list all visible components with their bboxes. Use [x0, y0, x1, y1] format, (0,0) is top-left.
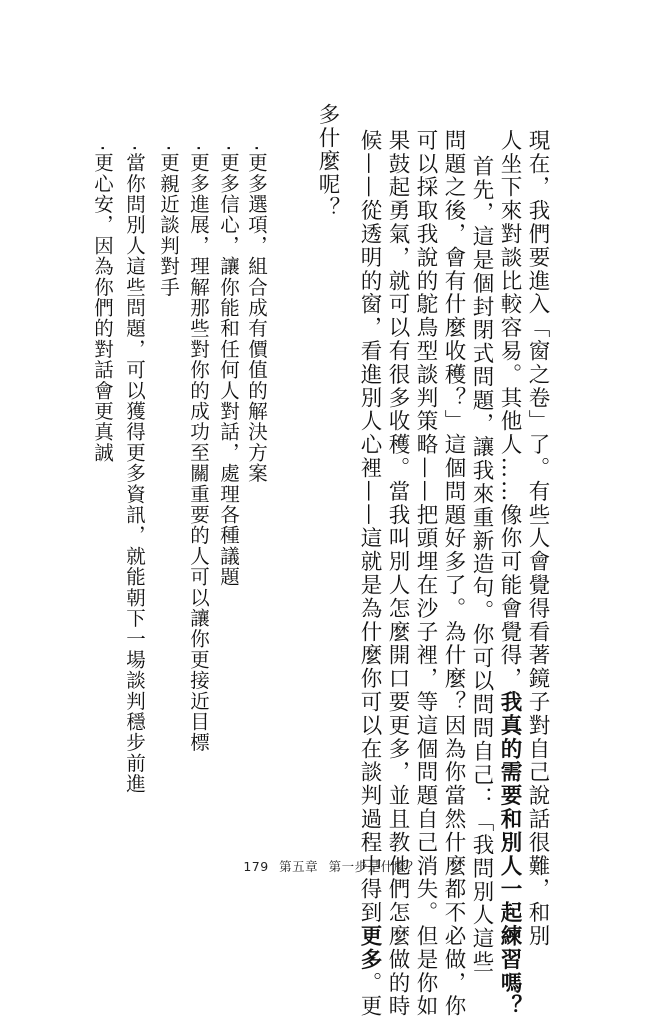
body-text: 候——從透明的窗，看進別人心裡——這就是為什麼你可以在談判過程中得到: [357, 129, 382, 925]
list-item: [186, 145, 210, 753]
text-column: [412, 129, 438, 1018]
text-column: [384, 129, 410, 1018]
bullet-marker: ·: [217, 145, 240, 153]
page-number: 179: [243, 859, 269, 874]
text-column: [468, 155, 494, 974]
list-item-text: 更親近談判對手: [157, 152, 180, 298]
text-column: [524, 129, 550, 948]
body-text: 人坐下來對談比較容易。其他人……像你可能會覺得，: [497, 129, 522, 691]
body-text: 果鼓起勇氣，就可以有很多收穫。當我叫別人怎麼開口要更多，並且教他們怎麼做的時: [385, 129, 410, 1018]
body-text: 多什麼呢？: [315, 103, 340, 220]
body-text: 問題之後，會有什麼收穫？」這個問題好多了。為什麼？因為你當然什麼都不必做，你: [441, 129, 466, 1018]
list-item-text: 當你問別人這些問題，可以獲得更多資訊，就能朝下一場談判穩步前進: [123, 152, 146, 795]
bullet-marker: ·: [91, 145, 114, 153]
body-text: 首先，這是個封閉式問題，讓我來重新造句。你可以問問自己：「我問別人這些: [469, 155, 494, 974]
list-item: [90, 145, 114, 463]
list-item: [156, 145, 180, 297]
text-column: [314, 103, 340, 220]
list-item-text: 更心安，因為你們的對話會更真誠: [91, 152, 114, 463]
text-column: [356, 129, 382, 1018]
list-item: [122, 145, 146, 794]
list-item-text: 更多進展，理解那些對你的成功至關重要的人可以讓你更接近目標: [187, 152, 210, 753]
bullet-marker: ·: [123, 145, 146, 153]
list-item: [216, 145, 240, 587]
bullet-marker: ·: [245, 145, 268, 153]
chapter-title: 第一步是什麼？: [328, 859, 420, 874]
bullet-marker: ·: [157, 145, 180, 153]
bullet-marker: ·: [187, 145, 210, 153]
text-column: [496, 129, 522, 1018]
emphasis-text: 更多: [357, 924, 382, 972]
body-text: 。更: [357, 971, 382, 1018]
body-text: 現在，我們要進入「窗之卷」了。有些人會覺得看著鏡子對自己說話很難，和別: [525, 129, 550, 948]
chapter-label: 第五章: [279, 859, 319, 874]
text-column: [440, 129, 466, 1018]
page-footer: [0, 857, 663, 875]
list-item-text: 更多選項，組合成有價值的解決方案: [245, 152, 268, 484]
emphasis-text: 我真的需要和別人一起練習嗎？: [497, 690, 522, 1018]
list-item-text: 更多信心，讓你能和任何人對話，處理各種議題: [217, 152, 240, 588]
body-text: 可以採取我說的鴕鳥型談判策略——把頭埋在沙子裡，等這個問題自己消失。但是你如: [413, 129, 438, 1018]
list-item: [244, 145, 268, 484]
